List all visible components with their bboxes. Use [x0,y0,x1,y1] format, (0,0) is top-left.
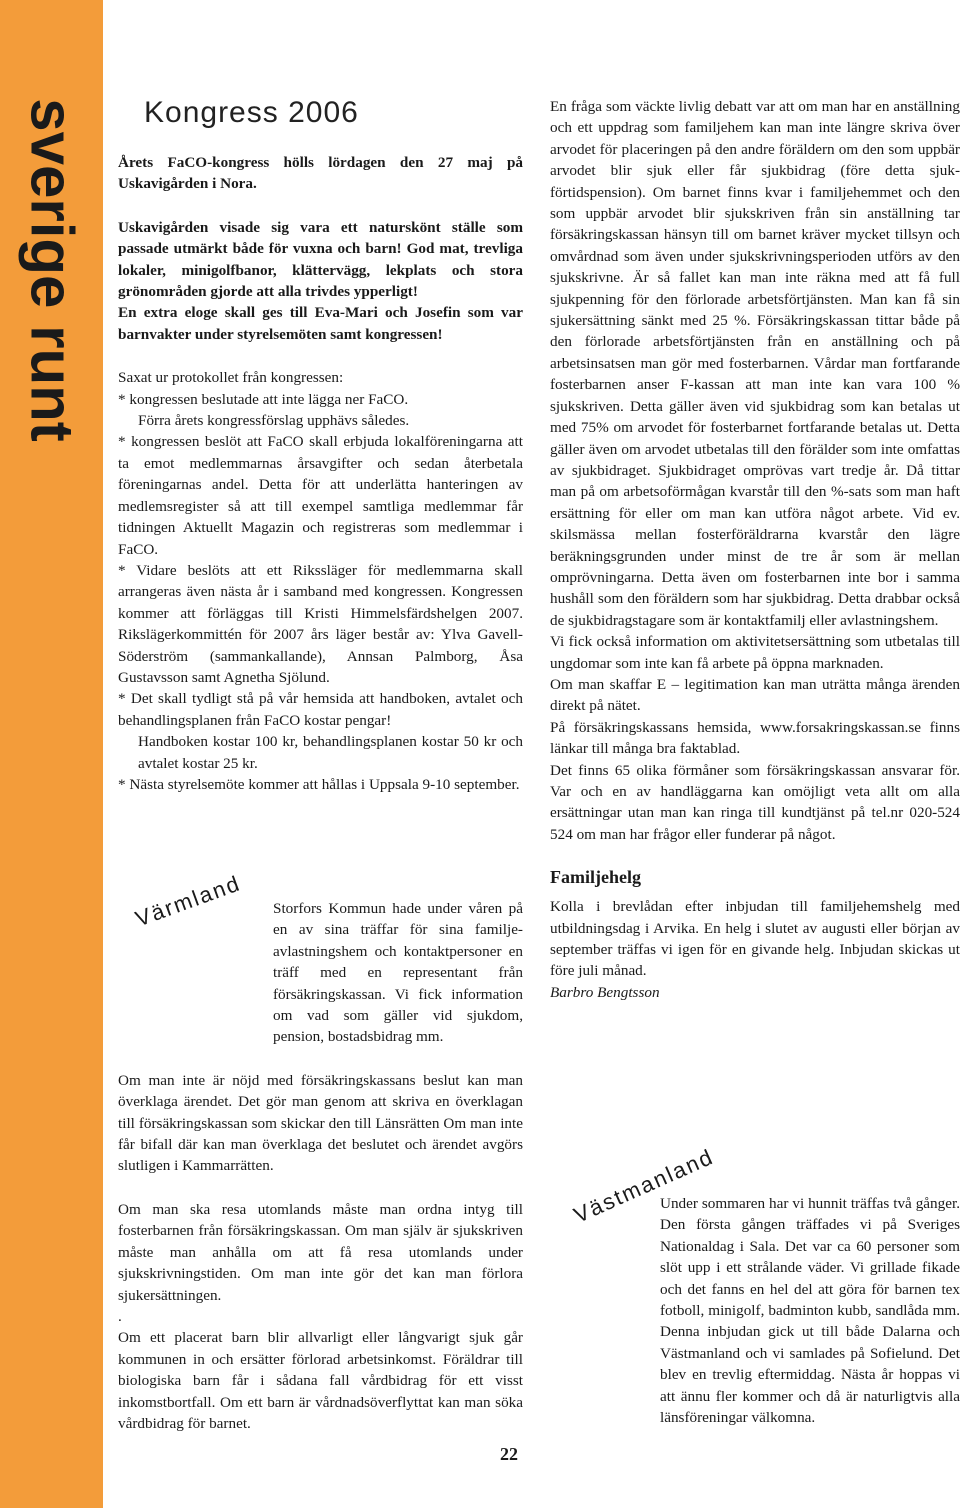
right-paragraph: Vi fick också information om aktivitetsersättning som utbetalas till ungdomar som inte kan få arbete på öppna marknaden. [550,633,960,672]
right-paragraph: Det finns 65 olika förmåner som försäkringskassan ansvarar för. Var och en av handläggarna kan omöjligt veta allt om alla ersättningar utan man kan ringa till kundtjänst på tel.nr 020-524 524 om man har frågor eller funderar på något. [550,761,960,843]
varmland-article [118,898,523,1434]
protocol-item: * Vidare beslöts att ett Rikssläger för medlemmarna skall arrangeras även nästa år i samband med kongressen. Kongressen kommer att förläggas till Kristi Himmelsfärdshelgen 2007. Rikslägerkommittén för 2007 års läger består av: Ylva Gavell-Söderström (sammankallande), Annsan Palmborg, Åsa Gustavsson samt Agnetha Sjölund. [118,561,523,686]
varmland-paragraph: Storfors Kommun hade under våren på en av sina träffar för sina familje- avlastningshem och kontaktpersoner en träff med en representant från försäkringskassan. Vi fick information om vad som gäller vid sjukdom, pension, bostadsbidrag mm. [273,900,523,1046]
varmland-dot: . [118,1307,122,1325]
vastmanland-article [550,1193,960,1428]
right-paragraph: På försäkringskassans hemsida, www.forsakringskassan.se finns länkar till många bra faktablad. [550,718,960,758]
signature: Barbro Bengtsson [550,983,660,1001]
sidebar-band [0,0,103,1508]
protocol-item: * kongressen beslutade att inte lägga ner FaCO. [118,390,409,408]
page-number: 22 [500,1444,518,1464]
familjehelg-heading: Familjehelg [550,867,641,888]
protocol-item: * kongressen beslöt att FaCO skall erbjuda lokalföreningarna att ta emot medlemmarnas årsavgifter och sedan återbetala föreningarnas andel. Detta för att underlätta hanteringen av medlemsregister så att till exempel samtliga medlemmar får tidningen Aktuellt Magazin och registreras som medlemmar i FaCO. [118,433,523,558]
kongress-column [118,96,523,795]
kongress-paragraph: Uskavigården visade sig vara ett naturskönt ställe som passade utmärkt både för vuxna och barn! God mat, trevliga lokaler, minigolfbanor, klättervägg, lekplats och stora grönområden gjorde att alla trivdes ypperligt! [118,218,523,301]
kongress-title: Kongress 2006 [144,96,359,129]
right-paragraph: En fråga som väckte livlig debatt var att om man har en anställning och ett uppdrag som familjehem kan man inte längre skriva över arvodet för placeringen på den andre föräldern om den som uppbär arvodet blir sjuk eller får sjukbidrag (före detta sjuk-förtidspension). Om barnet finns kvar i familjehemmet och den som uppbär arvodet blir sjukskriven från sin anställning tar försäkringskassan hänsyn till om barnet kräver mycket tillsyn och omvårdnad som även under sjukskrivningsperioden utförs av den sjukskrivne. Är så fallet kan man inte räkna med att få full sjukpenning för den förlorade arbetsförtjänsten. Man kan få sin sjukersättning sänkt med 25 %. Försäkringskassan tittar både på den förlorade arbetsförtjänsten från en anställning och på arbetsinsatsen man gör med fosterbarnen. Vårdar man fortfarande fosterbarnen anser F-kassan att man inte kan vara 100 % sjukskriven. Detta gäller även vid sjukbidrag som kan betalas ut med 75% om arvodet för fosterbarnet fortfarande betalas ut. Detta gäller även om arvodet utbetalas till den förälder som inte omfattas av sjukbidraget. Sjukbidraget omprövas vart tredje år. Då tittar man på om arbetsoförmågan kvarstår till den %-sats som man haft ersättning för eller om man kan utföra något arbete. Vid ev. skilsmässa mellan fosterföräldrarna kvarstår den lägre beräkningsgrunden under minst de tre år som är mellan omprövningarna. Detta även om fosterbarnen inte bor i samma hushåll som den föräldern som har sjukbidrag. Detta drabbar också de sjukbidragstagare som är kontaktfamilj eller avlastningshem. [550,98,960,629]
protocol-item: * Nästa styrelsemöte kommer att hållas i Uppsala 9-10 september. [118,775,520,793]
kongress-paragraph: En extra eloge skall ges till Eva-Mari och Josefin som var barnvakter under styrelsemöten samt kongressen! [118,304,523,343]
vastmanland-text: Under sommaren har vi hunnit träffas två gånger. Den första gången träffades vi på Sveriges Nationaldag i Sala. Det var ca 60 personer som slöt upp i ett strålande väder. Vi grillade fikade och det fanns en hel del att göra för barnen tex fotboll, minigolf, badminton kubb, sandlåda mm. Denna inbjudan gick ut till både Dalarna och Västmanland och vi samlades på Sofielund. Det blev en trevlig eftermiddag. Nästa år hoppas vi att ännu fler kommer och då är naturligtvis alla länsföreningar välkomna. [660,1195,960,1427]
right-paragraph: Om man skaffar E – legitimation kan man uträtta många ärenden direkt på nätet. [550,675,960,715]
region-label-varmland: Värmland [132,870,245,932]
familjehelg-text: Kolla i brevlådan efter inbjudan till familjehemshelg med utbildningsdag i Arvika. En helg i slutet av augusti eller början av september träffas vi igen för en givande helg. Inbjudan skickas ut före juli månad. [550,898,960,980]
section-title: sverige runt [18,98,86,442]
varmland-paragraph: Om man inte är nöjd med försäkringskassans beslut kan man överklaga ärendet. Det gör man genom att skriva en överklagan till försäkringskassan som skickar den till Länsrätten Om man inte får bifall där kan man överklaga det beslutet och ärendet avgörs slutligen i Kammarrätten. [118,1071,523,1175]
varmland-paragraph: Om ett placerat barn blir allvarligt eller långvarigt sjuk går kommunen in och ersätter förlorad arbetsinkomst. Föräldrar till biologiska barn får i sådana fall vårdbidrag för ett visst inkomstbortfall. Om ett barn är vårdnadsöverflyttat kan man söka vårdbidrag för barnet. [118,1329,523,1432]
varmland-paragraph: Om man ska resa utomlands måste man ordna intyg till fosterbarnen från försäkringskassan. Om man själv är sjukskriven måste man anhålla om att få resa utomlands under sjukskrivningstiden. Om man inte gör det kan man förlora sjukersättningen. [118,1200,523,1304]
protocol-heading: Saxat ur protokollet från kongressen: [118,369,344,387]
protocol-item-continued: Förra årets kongressförslag upphävs således. [138,412,410,430]
region-label-vastmanland: Västmanland [570,1143,718,1228]
protocol-item: * Det skall tydligt stå på vår hemsida att handboken, avtalet och behandlingsplanen från FaCO kostar pengar! [118,690,523,729]
protocol-item-continued: Handboken kostar 100 kr, behandlingsplanen kostar 50 kr och avtalet kostar 25 kr. [138,733,523,772]
kongress-intro: Årets FaCO-kongress hölls lördagen den 27 maj på Uskavigården i Nora. [118,154,523,193]
right-column [550,96,960,1003]
